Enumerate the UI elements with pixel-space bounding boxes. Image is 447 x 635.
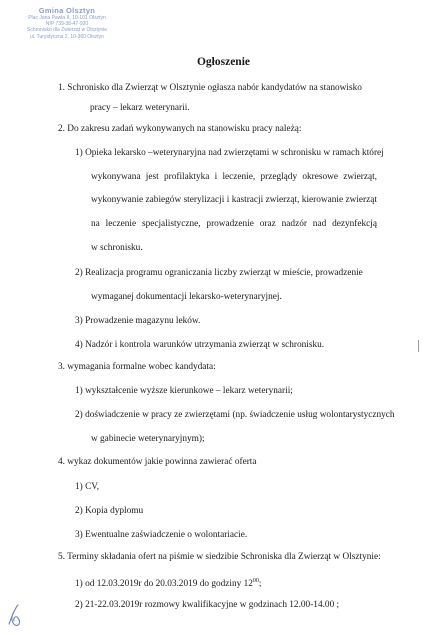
duty-4: 4) Nadzór i kontrola warunków utrzymania zwierząt w schronisku. bbox=[75, 340, 325, 350]
handwritten-initial-icon bbox=[6, 602, 24, 628]
section-3-heading: 3. wymagania formalne wobec kandydata: bbox=[58, 362, 216, 372]
section-4-heading: 4. wykaz dokumentów jakie powinna zawierać oferta bbox=[58, 457, 257, 467]
section-2-heading: 2. Do zakresu zadań wykonywanych na stanowisku pracy należą: bbox=[58, 124, 302, 134]
stamp-line: NIP 739-38-47-920 bbox=[45, 21, 89, 28]
margin-mark bbox=[418, 340, 419, 352]
section-5-heading: 5. Terminy składania ofert na piśmie w siedzibie Schroniska dla Zwierząt w Olsztynie: bbox=[58, 552, 381, 562]
requirement-2-line-1: 2) doświadczenie w pracy ze zwierzętami (np. świadczenie usług wolontarystycznych bbox=[75, 410, 395, 420]
requirement-1: 1) wykształcenie wyższe kierunkowe – lekarz weterynarii; bbox=[75, 386, 293, 396]
deadline-1 bbox=[75, 576, 262, 590]
duty-3: 3) Prowadzenie magazynu leków. bbox=[75, 316, 201, 326]
section-1-line-2: pracy – lekarz weterynarii. bbox=[90, 103, 190, 113]
duty-1-line-5: w schronisku. bbox=[91, 243, 143, 253]
institution-stamp bbox=[8, 6, 126, 40]
stamp-line: ul. Turystyczna 2, 10-360 Olsztyn bbox=[30, 33, 104, 40]
duty-2-line-1: 2) Realizacja programu ograniczania liczby zwierząt w mieście, prowadzenie bbox=[75, 268, 363, 278]
document-heading: Ogłoszenie bbox=[196, 56, 251, 68]
duty-1-line-3: wykonywanie zabiegów sterylizacji i kastracji zwierząt, kierowanie zwierząt bbox=[91, 195, 377, 205]
duty-1-line-4: na leczenie specjalistyczne, prowadzenie oraz nadzór nad dezynfekcją bbox=[91, 219, 377, 229]
deadline-1-superscript: 00 bbox=[252, 578, 259, 584]
duty-1-line-1: 1) Opieka lekarsko –weterynaryjna nad zwierzętami w schronisku w ramach której bbox=[75, 148, 384, 158]
requirement-2-line-2: w gabinecie weterynaryjnym); bbox=[91, 434, 205, 444]
deadline-2: 2) 21-22.03.2019r rozmowy kwalifikacyjne w godzinach 12.00-14.00 ; bbox=[75, 600, 340, 610]
deadline-1-text: 1) od 12.03.2019r do 20.03.2019 do godziny 12 bbox=[75, 579, 253, 590]
stamp-line: Plac Jana Pawła II, 10-101 Olsztyn bbox=[28, 15, 106, 21]
stamp-line: Schronisko dla Zwierząt w Olsztynie bbox=[26, 27, 108, 34]
stamp-title: Gmina Olsztyn bbox=[38, 6, 96, 15]
section-1-line-1: 1. Schronisko dla Zwierząt w Olsztynie ogłasza nabór kandydatów na stanowisko bbox=[58, 83, 362, 93]
deadline-1-tail: ; bbox=[258, 579, 262, 590]
duty-1-line-2: wykonywana jest profilaktyka i leczenie, przeglądy okresowe zwierząt, bbox=[91, 172, 377, 182]
document-2: 2) Kopia dyplomu bbox=[75, 506, 144, 516]
duty-2-line-2: wymaganej dokumentacji lekarsko-weterynaryjnej. bbox=[91, 292, 282, 302]
document-1: 1) CV, bbox=[75, 482, 100, 492]
document-3: 3) Ewentualne zaświadczenie o wolontariacie. bbox=[75, 530, 248, 540]
